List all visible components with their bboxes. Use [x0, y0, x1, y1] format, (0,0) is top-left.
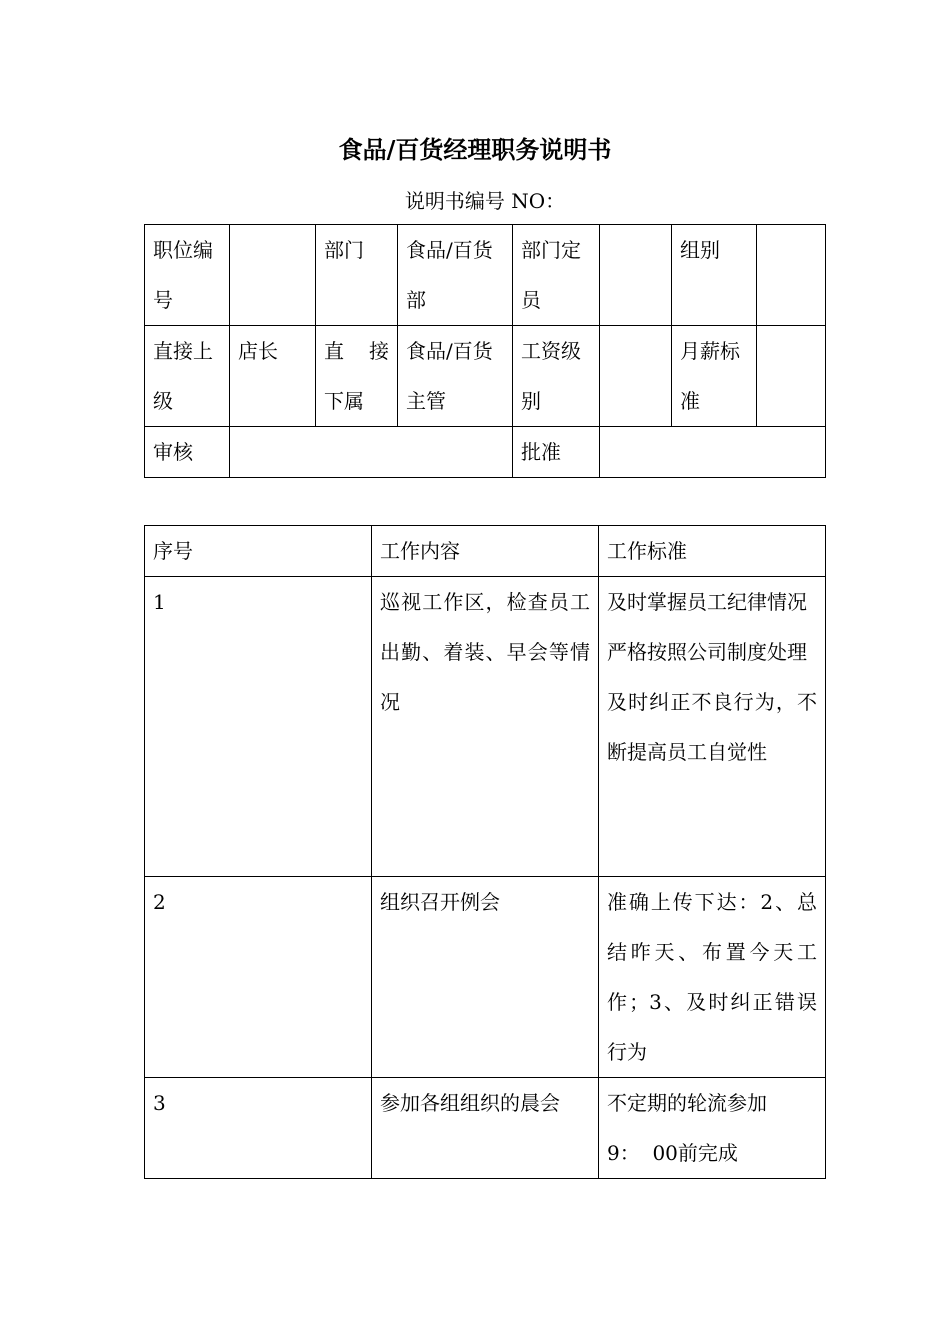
duties-table [144, 525, 826, 1179]
duty-seq: 3 [145, 1078, 372, 1179]
duty-standard [599, 1078, 826, 1179]
standard-line: 严格按照公司制度处理 [607, 640, 807, 664]
duty-row [145, 577, 826, 877]
document-number-label: 说明书编号 NO： [404, 189, 566, 213]
group-value [757, 225, 826, 326]
approve-value [600, 427, 826, 478]
position-info-table [144, 224, 826, 478]
direct-superior-value: 店长 [230, 326, 316, 427]
direct-subordinate-label: 直 接下属 [316, 326, 398, 427]
document-title: 食品/百货经理职务说明书 [338, 135, 612, 164]
dept-headcount-value [600, 225, 672, 326]
duty-standard [599, 877, 826, 1078]
info-row-2 [145, 326, 826, 427]
direct-superior-label: 直接上级 [145, 326, 230, 427]
duty-row [145, 1078, 826, 1179]
review-value [230, 427, 513, 478]
duty-standard [599, 577, 826, 877]
standard-line: 及时掌握员工纪律情况 [607, 590, 807, 614]
duty-content: 组织召开例会 [372, 877, 599, 1078]
standard-line: 不定期的轮流参加 [607, 1091, 767, 1115]
monthly-salary-label: 月薪标准 [672, 326, 757, 427]
department-value: 食品/百货部 [398, 225, 513, 326]
standard-line: 9： 00前完成 [607, 1141, 738, 1165]
direct-subordinate-value: 食品/百货主管 [398, 326, 513, 427]
monthly-salary-value [757, 326, 826, 427]
review-label: 审核 [145, 427, 230, 478]
approve-label: 批准 [513, 427, 600, 478]
salary-grade-value [600, 326, 672, 427]
department-label: 部门 [316, 225, 398, 326]
position-code-label: 职位编号 [145, 225, 230, 326]
position-code-value [230, 225, 316, 326]
dept-headcount-label: 部门定员 [513, 225, 600, 326]
info-row-3 [145, 427, 826, 478]
header-content: 工作内容 [372, 526, 599, 577]
standard-line: 及时纠正不良行为，不断提高员工自觉性 [607, 690, 817, 764]
salary-grade-label: 工资级别 [513, 326, 600, 427]
duty-content: 巡视工作区，检查员工出勤、着装、早会等情况 [372, 577, 599, 877]
header-seq: 序号 [145, 526, 372, 577]
duty-content: 参加各组组织的晨会 [372, 1078, 599, 1179]
duties-header-row [145, 526, 826, 577]
info-row-1 [145, 225, 826, 326]
duty-seq: 2 [145, 877, 372, 1078]
duty-seq: 1 [145, 577, 372, 877]
duty-row [145, 877, 826, 1078]
header-standard: 工作标准 [599, 526, 826, 577]
group-label: 组别 [672, 225, 757, 326]
standard-line: 准确上传下达：2、总结昨天、布置今天工作；3、及时纠正错误行为 [607, 890, 817, 1064]
